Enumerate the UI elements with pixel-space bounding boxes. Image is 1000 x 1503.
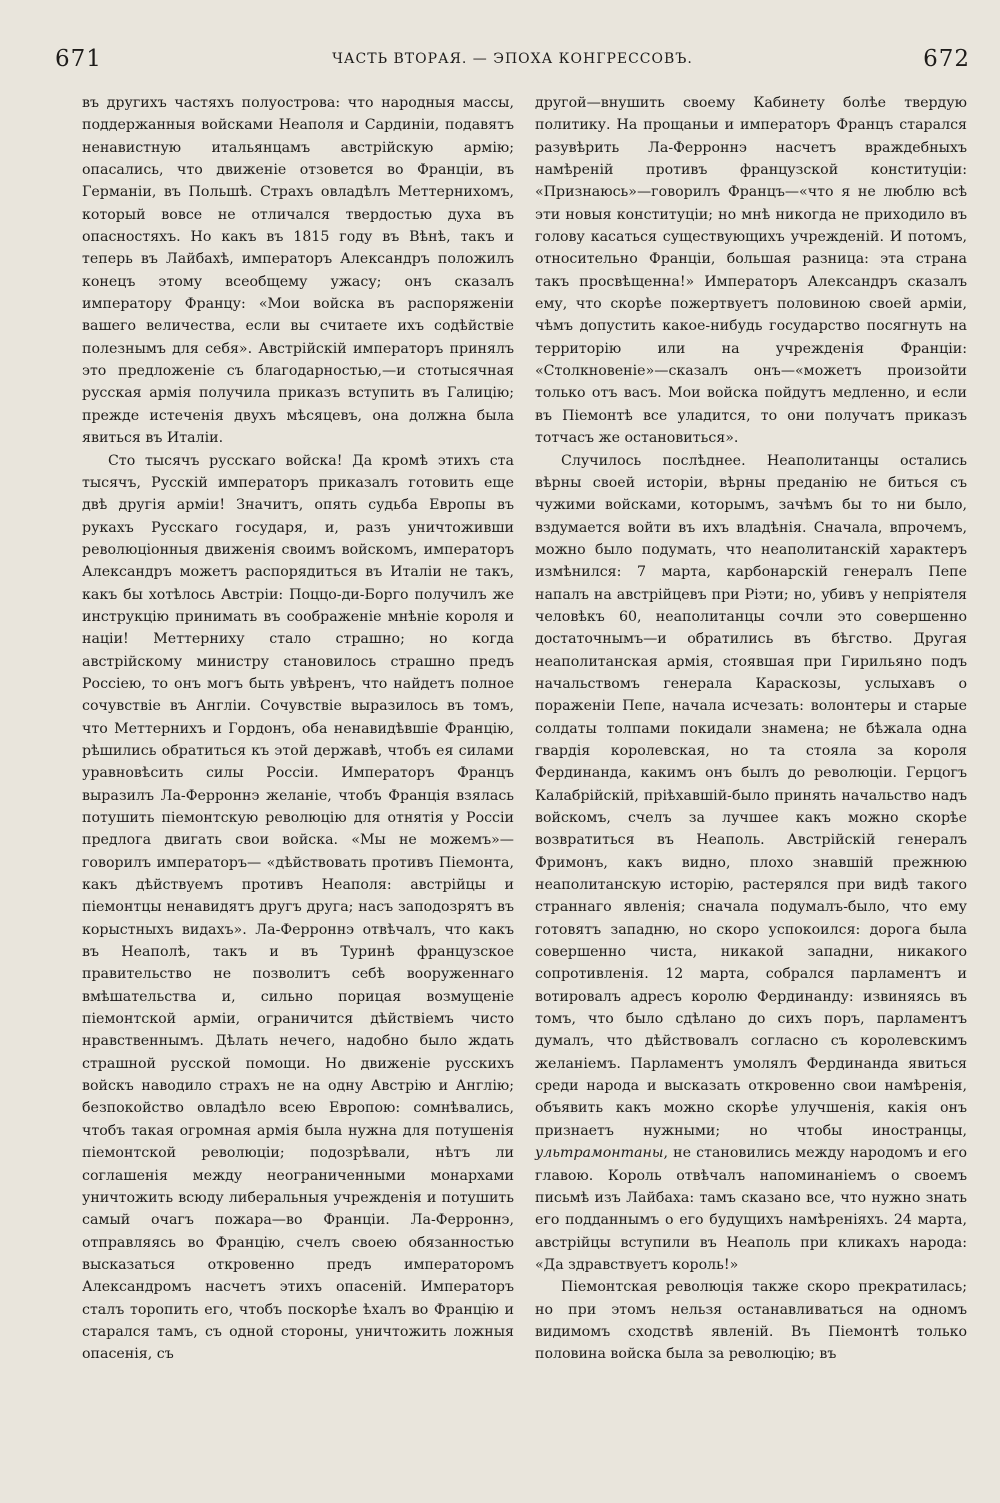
paragraph: другой—внушить своему Кабинету болѣе твердую политику. На прощаньи и императоръ Францъ старался разувѣрить Ла-Ферроннэ насчетъ враждебныхъ намѣреній противъ французской конституціи: «Признаюсь»—говорилъ Францъ—«что я не люблю всѣ эти новыя конституціи; но мнѣ никогда не приходило въ голову касаться существующихъ учрежденій. И потомъ, относительно Франціи, большая разница: эта страна такъ просвѣщенна!» Императоръ Александръ сказалъ ему, что скорѣе пожертвуетъ половиною своей арміи, чѣмъ допустить какое-нибудь государство посягнуть на территорію или на учрежденія Франціи: «Столкновеніе»—сказалъ онъ—«можетъ произойти только отъ васъ. Мои войска пойдутъ медленно, и если въ Піемонтѣ все уладится, то они получатъ приказъ тотчасъ же остановиться». — [535, 95, 967, 447]
page-number-left: 671 — [55, 46, 102, 72]
paragraph: въ другихъ частяхъ полуострова: что народныя массы, поддержанныя войсками Неаполя и Сардиніи, подавятъ ненавистную итальянцамъ австрійскую армію; опасались, что движеніе отзовется во Франціи, въ Германіи, въ Польшѣ. Страхъ овладѣлъ Меттернихомъ, который вовсе не отличался твердостью духа въ опасностяхъ. Но какъ въ 1815 году въ Вѣнѣ, такъ и теперь въ Лайбахѣ, императоръ Александръ положилъ конецъ этому всеобщему ужасу; онъ сказалъ императору Францу: «Мои войска въ распоряженіи вашего величества, если вы считаете ихъ содѣйствіе полезнымъ для себя». Австрійскій императоръ принялъ это предложеніе съ благодарностью,—и стотысячная русская армія получила приказъ вступить въ Галицію; прежде истеченія двухъ мѣсяцевъ, она должна была явиться въ Италіи. — [82, 95, 514, 447]
paragraph: Піемонтская революція также скоро прекратилась; но при этомъ нельзя останавливаться на одномъ видимомъ сходствѣ явленій. Въ Піемонтѣ только половина войска была за революцію; въ — [535, 1279, 967, 1363]
paragraph: Сто тысячъ русскаго войска! Да кромѣ этихъ ста тысячъ, Русскій императоръ приказалъ готовить еще двѣ другія арміи! Значитъ, опять судьба Европы въ рукахъ Русскаго государя, и, разъ уничтоживши революціонныя движенія своимъ войскомъ, императоръ Александръ можетъ распорядиться въ Италіи не такъ, какъ бы хотѣлось Австріи: Поццо-ди-Борго получилъ же инструкцію принимать въ соображеніе мнѣніе короля и націи! Меттерниху стало страшно; но когда австрійскому министру становилось страшно предъ Россіею, то онъ могъ быть увѣренъ, что найдетъ полное сочувствіе въ Англіи. Сочувствіе выразилось въ томъ, что Меттернихъ и Гордонъ, оба ненавидѣвшіе Францію, рѣшились обратиться къ этой державѣ, чтобъ ея силами уравновѣсить силы Россіи. Императоръ Францъ выразилъ Ла-Ферроннэ желаніе, чтобъ Франція взялась потушить піемонтскую революцію для отнятія у Россіи предлога двигать свои войска. «Мы не можемъ»—говорилъ императоръ— «дѣйствовать противъ Піемонта, какъ дѣйствуемъ противъ Неаполя: австрійцы и піемонтцы ненавидятъ другъ друга; насъ заподозрятъ въ корыстныхъ видахъ». Ла-Ферроннэ отвѣчалъ, что какъ въ Неаполѣ, такъ и въ Туринѣ французское правительство не позволитъ себѣ вооруженнаго вмѣшательства и, сильно порицая возмущеніе піемонтской арміи, ограничится дѣйствіемъ чисто нравственнымъ. Дѣлать нечего, надобно было ждать страшной русской помощи. Но движеніе русскихъ войскъ наводило страхъ не на одну Австрію и Англію; безпокойство овладѣло всею Европою: сомнѣвались, чтобъ такая огромная армія была нужна для потушенія піемонтской революціи; подозрѣвали, нѣтъ ли соглашенія между неограниченными монархами уничтожить всюду либеральныя учрежденія и потушить самый очагъ пожара—во Франціи. Ла-Ферроннэ, отправляясь во Францію, счелъ своею обязанностью высказаться откровенно предъ императоромъ Александромъ насчетъ этихъ опасеній. Императоръ сталъ торопить его, чтобъ поскорѣе ѣхалъ во Францію и старался тамъ, съ одной стороны, уничтожить ложныя опасенія, съ — [82, 452, 514, 1363]
italic-term: ультрамонтаны — [535, 1145, 664, 1162]
right-column — [535, 92, 967, 1366]
running-header — [55, 46, 970, 76]
paragraph-text: , не становились между народомъ и его главою. Король отвѣчалъ напоминаніемъ о своемъ письмѣ изъ Лайбаха: тамъ сказано все, что нужно знать его подданнымъ о его будущихъ намѣреніяхъ. 24 марта, австрійцы вступили въ Неаполь при кликахъ народа: «Да здравствуетъ король!» — [535, 1145, 967, 1273]
paragraph — [535, 450, 967, 1277]
running-title: ЧАСТЬ ВТОРАЯ. — ЭПОХА КОНГРЕССОВЪ. — [332, 51, 693, 67]
left-column — [82, 92, 514, 1366]
page-number-right: 672 — [923, 46, 970, 72]
paragraph-text: Случилось послѣднее. Неаполитанцы остались вѣрны своей исторіи, вѣрны преданію не биться съ чужими войсками, которымъ, зачѣмъ бы то ни было, вздумается войти въ ихъ владѣнія. Сначала, впрочемъ, можно было подумать, что неаполитанскій характеръ измѣнился: 7 марта, карбонарскій генералъ Пепе напалъ на австрійцевъ при Ріэти; но, убивъ у непріятеля человѣкъ 60, неаполитанцы сочли это совершенно достаточнымъ—и обратились въ бѣгство. Другая неаполитанская армія, стоявшая при Гирильяно подъ начальствомъ генерала Караскозы, услыхавъ о пораженіи Пепе, начала исчезать: волонтеры и старые солдаты толпами покидали знамена; не бѣжала одна гвардія королевская, но та стояла за короля Фердинанда, какимъ онъ былъ до революціи. Герцогъ Калабрійскій, пріѣхавшій-было принять начальство надъ войскомъ, счелъ за лучшее какъ можно скорѣе возвратиться въ Неаполь. Австрійскій генералъ Фримонъ, какъ видно, плохо знавшій прежнюю неаполитанскую исторію, растерялся при видѣ такого страннаго явленія; сначала подумалъ-было, что ему готовятъ западню, но скоро успокоился: дорога была совершенно чиста, никакой западни, никакого сопротивленія. 12 марта, собрался парламентъ и вотировалъ адресъ королю Фердинанду: извиняясь въ томъ, что было сдѣлано до сихъ поръ, парламентъ думалъ, что дѣйствовалъ согласно съ королевскимъ желаніемъ. Парламентъ умолялъ Фердинанда явиться среди народа и высказать откровенно свои намѣренія, объявить какъ можно скорѣе улучшенія, какія онъ признаетъ нужными; но чтобы иностранцы, — [535, 452, 967, 1139]
